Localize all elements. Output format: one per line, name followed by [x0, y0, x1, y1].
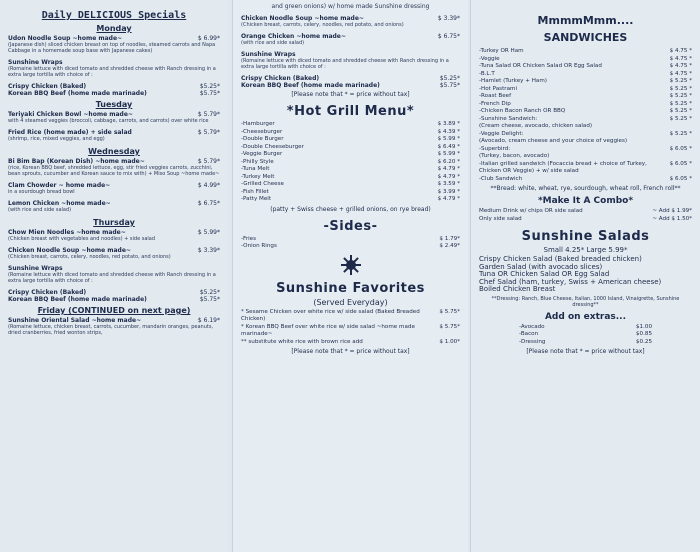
item-price: $ 4.75 * [669, 48, 692, 54]
menu-item [241, 159, 460, 167]
item-price: $ 6.05 * [669, 175, 692, 182]
item-desc: (with rice and side salad) [8, 207, 72, 213]
menu-item [479, 123, 692, 131]
favorites-sub: (Served Everyday) [313, 297, 388, 307]
item-price: $0.85 [635, 331, 652, 337]
item-name: -Avocado [519, 323, 545, 330]
item-name: -Double Cheeseburger [241, 143, 304, 150]
item-desc: (shrimp, rice, mixed veggies, and egg) [8, 136, 105, 142]
item-desc: (with rice and side salad) [241, 40, 305, 46]
item-name: -Onion Rings [241, 243, 277, 249]
menu-item [241, 151, 460, 159]
menu-item [241, 33, 460, 40]
item-name: Crispy Chicken (Baked) [241, 75, 320, 82]
item-name: -Roast Beef [479, 93, 512, 99]
item-name: (Avocado, cream cheese and your choice of veggies) [479, 138, 628, 144]
item-name: -Chicken Bacon Ranch OR BBQ [479, 108, 566, 114]
item-price: $ 5.79* [197, 111, 220, 118]
salads-title: Sunshine Salads [521, 229, 650, 244]
item-name: -Veggie Delight: [479, 130, 524, 137]
item-price: $ 5.25 * [669, 100, 692, 107]
item-name: -Fries [241, 235, 257, 242]
menu-item [479, 108, 692, 116]
item-price: $5.25* [439, 75, 460, 82]
menu-item [479, 63, 692, 71]
salad-item: Garden Salad (with avocado slices) [479, 262, 603, 271]
item-desc: (Romaine lettuce with diced tomato and shredded cheese with Ranch dressing in a extra large tortilla with choice of : [8, 66, 216, 78]
item-name: Sunshine Oriental Salad ~home made~ [8, 317, 142, 324]
item-name: Crispy Chicken (Baked) [8, 289, 87, 296]
wednesday-list [8, 158, 220, 213]
day-friday: Friday (CONTINUED on next page) [37, 306, 191, 315]
item-price: $ 4.39 * [437, 128, 460, 135]
item-name: Chow Mien Noodles ~home made~ [8, 229, 126, 236]
item-name: Fried Rice (home made) + side salad [8, 129, 132, 136]
favorites-title: Sunshine Favorites [276, 280, 425, 296]
item-name: -B.L.T [479, 70, 495, 77]
menu-item [479, 331, 692, 339]
item-price: $ 6.75* [197, 200, 220, 207]
friday-list [8, 317, 220, 336]
item-name: -Double Burger [241, 136, 284, 142]
item-desc: (Chicken breast with vegetables and noodles) + side salad [8, 236, 156, 242]
tax-note: [Please note that * = price without tax] [291, 91, 410, 98]
item-price: $ 4.79 * [437, 166, 460, 172]
item-price: ~ Add $ 1.50* [652, 215, 692, 222]
item-name: (Cream cheese, avocado, chicken salad) [479, 123, 593, 129]
day-tuesday: Tuesday [95, 100, 133, 109]
sides-title: -Sides- [323, 218, 378, 234]
menu-item [8, 265, 220, 272]
item-name: -Veggie Burger [241, 151, 283, 157]
item-price: $1.00 [635, 323, 652, 330]
menu-item [241, 15, 460, 22]
item-desc: (Romaine lettuce with diced tomato and shredded cheese with Ranch dressing in a extra large tortilla with choice of : [241, 58, 449, 70]
item-name: -Philly Style [241, 158, 274, 165]
item-name: -Hamburger [241, 121, 275, 127]
item-price: $ 5.79* [197, 158, 220, 165]
menu-item [241, 51, 460, 58]
combo-list [479, 208, 692, 223]
menu-item [479, 86, 692, 94]
item-price: $0.25 [635, 338, 652, 345]
salad-item: Tuna OR Chicken Salad OR Egg Salad [479, 270, 610, 278]
item-price: $ 5.99 * [437, 151, 460, 157]
item-name: Udon Noodle Soup ~home made~ [8, 35, 123, 42]
item-name: -Turkey Melt [241, 173, 275, 180]
menu-item [241, 196, 460, 204]
item-name: Sunshine Wraps [8, 59, 63, 66]
item-price: $ 6.49 * [437, 143, 460, 150]
item-desc: (Romaine lettuce with diced tomato and shredded cheese with Ranch dressing in a extra large tortilla with choice of : [8, 272, 216, 284]
sandwiches-panel [470, 0, 700, 552]
item-price: $5.75* [199, 296, 220, 303]
patty-melt-desc: (patty + Swiss cheese + grilled onions, on rye bread) [270, 205, 431, 213]
item-name: -Veggie [479, 55, 500, 62]
day-wednesday: Wednesday [88, 147, 140, 156]
item-price: $ 4.75 * [669, 70, 692, 77]
item-name: Sunshine Wraps [8, 265, 63, 272]
extras-title: Add on extras... [544, 311, 627, 322]
item-desc: in a sourdough bread bowl [8, 189, 75, 195]
item-name: -Hamlet (Turkey + Ham) [479, 78, 547, 84]
item-price [456, 51, 460, 58]
menu-item [479, 146, 692, 154]
grill-panel [232, 0, 468, 552]
item-desc: with 4 steamed veggies (broccoli, cabbage, carrots, and carrots) over white rice [8, 118, 209, 124]
combo-title: *Make It A Combo* [537, 196, 634, 206]
item-price: $5.25* [199, 83, 220, 90]
sun-icon [341, 255, 361, 275]
item-name: -Italian grilled sandwich (Focaccia bread + choice of Turkey, Chicken OR Veggie) + w/ side salad [479, 160, 647, 174]
item-price [216, 59, 220, 66]
menu-item [241, 82, 460, 89]
menu-item [479, 324, 692, 332]
item-price: $ 6.19* [197, 317, 220, 324]
item-price: $5.75* [439, 82, 460, 89]
menu-item [8, 317, 220, 324]
menu-item [8, 129, 220, 136]
item-price: $ 4.79 * [437, 196, 460, 202]
item-name: -Fish Fillet [241, 188, 269, 195]
item-name: Medium Drink w/ chips OR side salad [479, 208, 583, 214]
item-name: Sunshine Wraps [241, 51, 296, 58]
item-price: $ 5.75* [439, 308, 460, 315]
daily-specials-panel [0, 0, 228, 552]
item-price: $ 3.89 * [437, 121, 460, 127]
item-name: -Tuna Melt [241, 166, 270, 172]
item-price: $ 6.05 * [669, 145, 692, 152]
item-name: -Patty Melt [241, 196, 272, 202]
item-name: -Tuna Salad OR Chicken Salad OR Egg Salad [479, 63, 602, 69]
bread-note: **Bread: white, wheat, rye, sourdough, wheat roll, French roll** [490, 185, 681, 192]
item-name: Crispy Chicken (Baked) [8, 83, 87, 90]
salad-item: Chef Salad (ham, turkey, Swiss + American cheese) [479, 277, 662, 286]
menu-item [8, 90, 220, 97]
item-name: -Superbird: [479, 145, 511, 152]
menu-item [479, 56, 692, 64]
sandwich-list [479, 48, 692, 183]
item-desc: (Romaine lettuce, chicken breast, carrots, cucumber, mandarin oranges, peanuts, dried cranberries, fried wonton strips, [8, 324, 214, 336]
menu-item [8, 59, 220, 66]
salad-item: Boiled Chicken Breast [479, 285, 556, 293]
menu-item [241, 144, 460, 152]
item-price: $ 5.25 * [669, 130, 692, 137]
menu-item [241, 174, 460, 182]
salad-item: Crispy Chicken Salad (Baked breaded chicken) [479, 255, 642, 263]
sides-list [241, 236, 460, 251]
item-name: -Hot Pastrami [479, 85, 518, 92]
grill-menu-title: *Hot Grill Menu* [286, 104, 415, 119]
item-name: Korean BBQ Beef (home made marinade) [8, 296, 147, 303]
item-price [216, 265, 220, 272]
grill-list [241, 121, 460, 204]
menu-item [479, 116, 692, 124]
item-name: Only side salad [479, 215, 522, 222]
menu-item [8, 289, 220, 296]
sandwiches-title: SANDWICHES [543, 31, 628, 44]
item-name: Clam Chowder ~ home made~ [8, 182, 111, 189]
menu-item [479, 78, 692, 86]
day-monday: Monday [96, 24, 132, 33]
item-name: Teriyaki Chicken Bowl ~home made~ [8, 111, 133, 118]
item-name: (Turkey, bacon, avocado) [479, 153, 550, 159]
menu-item [479, 101, 692, 109]
item-name: -Bacon [519, 331, 539, 337]
menu-item [241, 339, 460, 347]
menu-item [479, 138, 692, 146]
menu-item [479, 71, 692, 79]
continued-line: and green onions) w/ home made Sunshine dressing [271, 3, 430, 10]
item-desc: (Chicken breast, carrots, celery, noodles, red potato, and onions) [8, 254, 171, 260]
extras-list [479, 324, 692, 347]
item-desc: (Chicken breast, carrots, celery, noodles, red potato, and onions) [241, 22, 404, 28]
item-price: $ 4.75 * [669, 63, 692, 69]
daily-specials-title: Daily DELICIOUS Specials [41, 10, 187, 21]
menu-item [241, 189, 460, 197]
menu-item [479, 339, 692, 347]
item-price: $ 5.25 * [669, 108, 692, 114]
item-price: $ 2.49* [439, 243, 460, 249]
menu-item [479, 131, 692, 139]
menu-item [479, 153, 692, 161]
item-name: Chicken Noodle Soup ~home made~ [241, 15, 364, 22]
menu-item [241, 309, 460, 324]
item-price: $ 5.25 * [669, 85, 692, 92]
item-name: Korean BBQ Beef (home made marinade) [241, 82, 380, 89]
menu-item [479, 208, 692, 216]
menu-item [8, 229, 220, 236]
item-price: $ 5.25 * [669, 78, 692, 84]
item-name: Orange Chicken ~home made~ [241, 33, 346, 40]
menu-item [241, 236, 460, 244]
salad-sizes: Small 4.25* Large 5.99* [543, 246, 628, 254]
item-price: $5.75* [199, 90, 220, 97]
dressing-note: **Dressing: Ranch, Blue Cheese, Italian, 1000 Island, Vinaigrette, Sunshine dressing** [491, 295, 680, 308]
item-price: $ 3.99 * [437, 188, 460, 195]
tuesday-list [8, 111, 220, 142]
extras-tax-note: [Please note that * = price without tax] [526, 348, 645, 355]
item-price: $ 5.99 * [437, 136, 460, 142]
menu-item [479, 161, 692, 176]
menu-item [241, 243, 460, 251]
menu-item [241, 166, 460, 174]
item-name: * Korean BBQ Beef over white rice w/ side salad ~home made marinade~ [241, 323, 415, 337]
item-name: -Turkey OR Ham [479, 48, 524, 54]
item-price: $ 6.99* [197, 35, 220, 42]
item-price: $ 4.75 * [669, 55, 692, 62]
menu-item [8, 158, 220, 165]
item-price: $ 6.20 * [437, 158, 460, 165]
item-name: -Dressing [519, 338, 546, 345]
item-price: $ 6.05 * [669, 160, 692, 167]
item-name: Chicken Noodle Soup ~home made~ [8, 247, 131, 254]
thursday-list [8, 229, 220, 303]
item-name: * Sesame Chicken over white rice w/ side salad (Baked Breaded Chicken) [241, 308, 420, 322]
menu-item [8, 83, 220, 90]
menu-item [8, 182, 220, 189]
item-price: $ 1.00* [439, 338, 460, 345]
item-name: -Club Sandwich [479, 175, 523, 182]
favorites-tax-note: [Please note that * = price without tax] [291, 348, 410, 355]
salad-list [479, 256, 692, 294]
menu-item [241, 181, 460, 189]
item-desc: (Japanese dish) sliced chicken breast on top of noodles, steamed carrots and Napa Cabbage in a homemade soup base with Japanese cakes) [8, 42, 216, 54]
item-name: Korean BBQ Beef (home made marinade) [8, 90, 147, 97]
item-price: $ 3.39* [197, 247, 220, 254]
item-desc: (rice, Korean BBQ beef, shredded lettuce, egg, stir fried veggies carrots, zucchini, bean sprouts, cucumber and Korean sauce to mix with) + Miso Soup ~home made~ [8, 165, 220, 177]
item-name: -Cheeseburger [241, 128, 283, 135]
item-name: Lemon Chicken ~home made~ [8, 200, 111, 207]
menu-item [479, 93, 692, 101]
menu-item [479, 216, 692, 224]
menu-item [8, 111, 220, 118]
menu-item [8, 247, 220, 254]
item-price: $ 5.25 * [669, 93, 692, 99]
item-price: $ 5.25 * [669, 115, 692, 122]
menu-item [241, 136, 460, 144]
menu-item [479, 48, 692, 56]
menu-item [241, 121, 460, 129]
friday-continued-list [241, 15, 460, 89]
menu-item [8, 35, 220, 42]
item-price: $5.25* [199, 289, 220, 296]
menu-item [241, 129, 460, 137]
favorites-list [241, 309, 460, 347]
item-price: $ 5.79* [197, 129, 220, 136]
item-price: $ 1.79* [439, 235, 460, 242]
item-price: $ 6.75* [437, 33, 460, 40]
item-price: $ 5.99* [197, 229, 220, 236]
item-name: ** substitute white rice with brown rice add [241, 338, 363, 345]
monday-list [8, 35, 220, 97]
item-price: ~ Add $ 1.99* [652, 208, 692, 214]
item-name: -French Dip [479, 100, 511, 107]
menu-item [241, 75, 460, 82]
menu-item [479, 176, 692, 184]
item-name: -Sunshine Sandwich: [479, 115, 538, 122]
day-thursday: Thursday [93, 218, 135, 227]
item-price: $ 4.99* [197, 182, 220, 189]
item-price: $ 3.59 * [437, 181, 460, 187]
item-name: Bi Bim Bap (Korean Dish) ~home made~ [8, 158, 145, 165]
item-price: $ 4.79 * [437, 173, 460, 180]
sandwiches-intro: MmmmMmm.... [537, 14, 634, 27]
menu-item [8, 200, 220, 207]
menu-item [241, 324, 460, 339]
item-name: -Grilled Cheese [241, 181, 284, 187]
menu-item [8, 296, 220, 303]
item-price: $ 3.39* [437, 15, 460, 22]
item-price: $ 5.75* [439, 323, 460, 330]
